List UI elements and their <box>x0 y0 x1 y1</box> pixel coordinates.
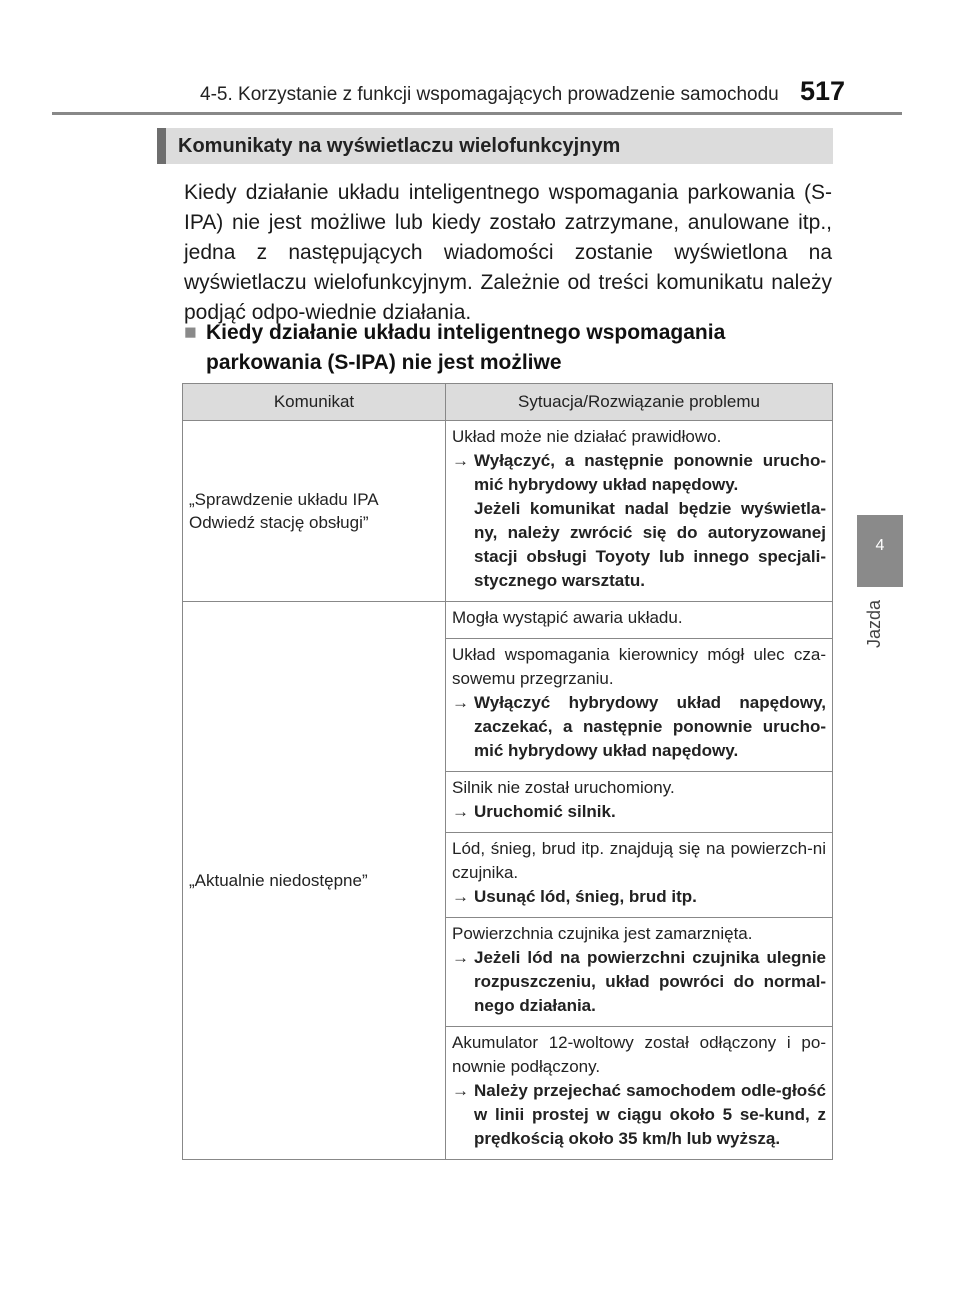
situation-text: Lód, śnieg, brud itp. znajdują się na powierzch-ni czujnika. <box>452 839 826 882</box>
situation-text: Układ może nie działać prawidłowo. <box>452 427 722 446</box>
action-text: → Należy przejechać samochodem odle-głość w linii prostej w ciągu około 5 se-kund, z prędkością około 35 km/h lub wyższą. <box>452 1081 826 1148</box>
column-header-solution: Sytuacja/Rozwiązanie problemu <box>446 384 833 421</box>
solution-block <box>446 918 832 1027</box>
arrow-icon: → <box>452 1081 469 1100</box>
header-title: 4-5. Korzystanie z funkcji wspomagających prowadzenie samochodu <box>200 84 779 105</box>
action-text: → Jeżeli lód na powierzchni czujnika ulegnie rozpuszczeniu, układ powróci do normal-nego działania. <box>452 948 826 1015</box>
arrow-icon: → <box>452 451 469 470</box>
table-row <box>183 602 833 1160</box>
solution-block <box>446 833 832 918</box>
situation-text: Silnik nie został uruchomiony. <box>452 778 675 797</box>
solution-block <box>446 1027 832 1159</box>
subheading-text: Kiedy działanie układu inteligentnego wspomagania parkowania (S-IPA) nie jest możliwe <box>206 321 726 374</box>
page-header <box>0 72 960 112</box>
messages-table <box>182 383 833 1160</box>
solution-block <box>446 639 832 772</box>
message-text: „Sprawdzenie układu IPA <box>189 490 379 509</box>
note-text: Jeżeli komunikat nadal będzie wyświetla-ny, należy zwrócić się do autoryzowanej stacji obsługi Toyoty lub innego specjali-stycznego warsztatu. <box>474 499 826 590</box>
solution-cell <box>446 602 833 1160</box>
arrow-icon: → <box>452 693 469 712</box>
header-divider <box>52 112 902 115</box>
situation-text: Mogła wystąpić awaria układu. <box>452 608 683 627</box>
chapter-number: 4 <box>875 537 885 554</box>
situation-text: Powierzchnia czujnika jest zamarznięta. <box>452 924 753 943</box>
message-cell <box>183 421 446 602</box>
section-heading <box>157 128 833 164</box>
table-header-row <box>183 384 833 421</box>
solution-cell <box>446 421 833 602</box>
intro-paragraph: Kiedy działanie układu inteligentnego wspomagania parkowania (S-IPA) nie jest możliwe lub kiedy zostało zatrzymane, anulowane itp., jedna z następujących wiadomości zostanie wyświetlona na wyświetlaczu wielofunkcyjnym. Zależnie od treści komunikatu należy podjąć odpo-wiednie działania. <box>184 181 832 324</box>
action-text: → Uruchomić silnik. <box>452 800 826 824</box>
message-text: „Aktualnie niedostępne” <box>189 871 368 890</box>
message-cell <box>183 602 446 1160</box>
page-number: 517 <box>800 76 846 106</box>
table-row <box>183 421 833 602</box>
situation-text: Układ wspomagania kierownicy mógł ulec cza-sowemu przegrzaniu. <box>452 645 826 688</box>
column-header-message: Komunikat <box>183 384 446 421</box>
section-heading-text: Komunikaty na wyświetlaczu wielofunkcyjnym <box>178 135 621 157</box>
chapter-tab <box>857 515 903 587</box>
solution-block <box>446 602 832 639</box>
subheading <box>184 318 834 378</box>
solution-block <box>446 772 832 833</box>
arrow-icon: → <box>452 887 469 906</box>
arrow-icon: → <box>452 802 469 821</box>
action-text: → Wyłączyć, a następnie ponownie urucho-mić hybrydowy układ napędowy. <box>452 451 826 494</box>
action-text: → Wyłączyć hybrydowy układ napędowy, zaczekać, a następnie ponownie urucho-mić hybrydowy układ napędowy. <box>452 693 826 760</box>
solution-block <box>446 421 832 601</box>
chapter-label: Jazda <box>864 600 884 649</box>
arrow-icon: → <box>452 948 469 967</box>
action-text: → Usunąć lód, śnieg, brud itp. <box>452 885 826 909</box>
message-text: Odwiedź stację obsługi” <box>189 513 369 532</box>
square-bullet-icon: ■ <box>184 321 197 344</box>
situation-text: Akumulator 12-woltowy został odłączony i po-nownie podłączony. <box>452 1033 826 1076</box>
